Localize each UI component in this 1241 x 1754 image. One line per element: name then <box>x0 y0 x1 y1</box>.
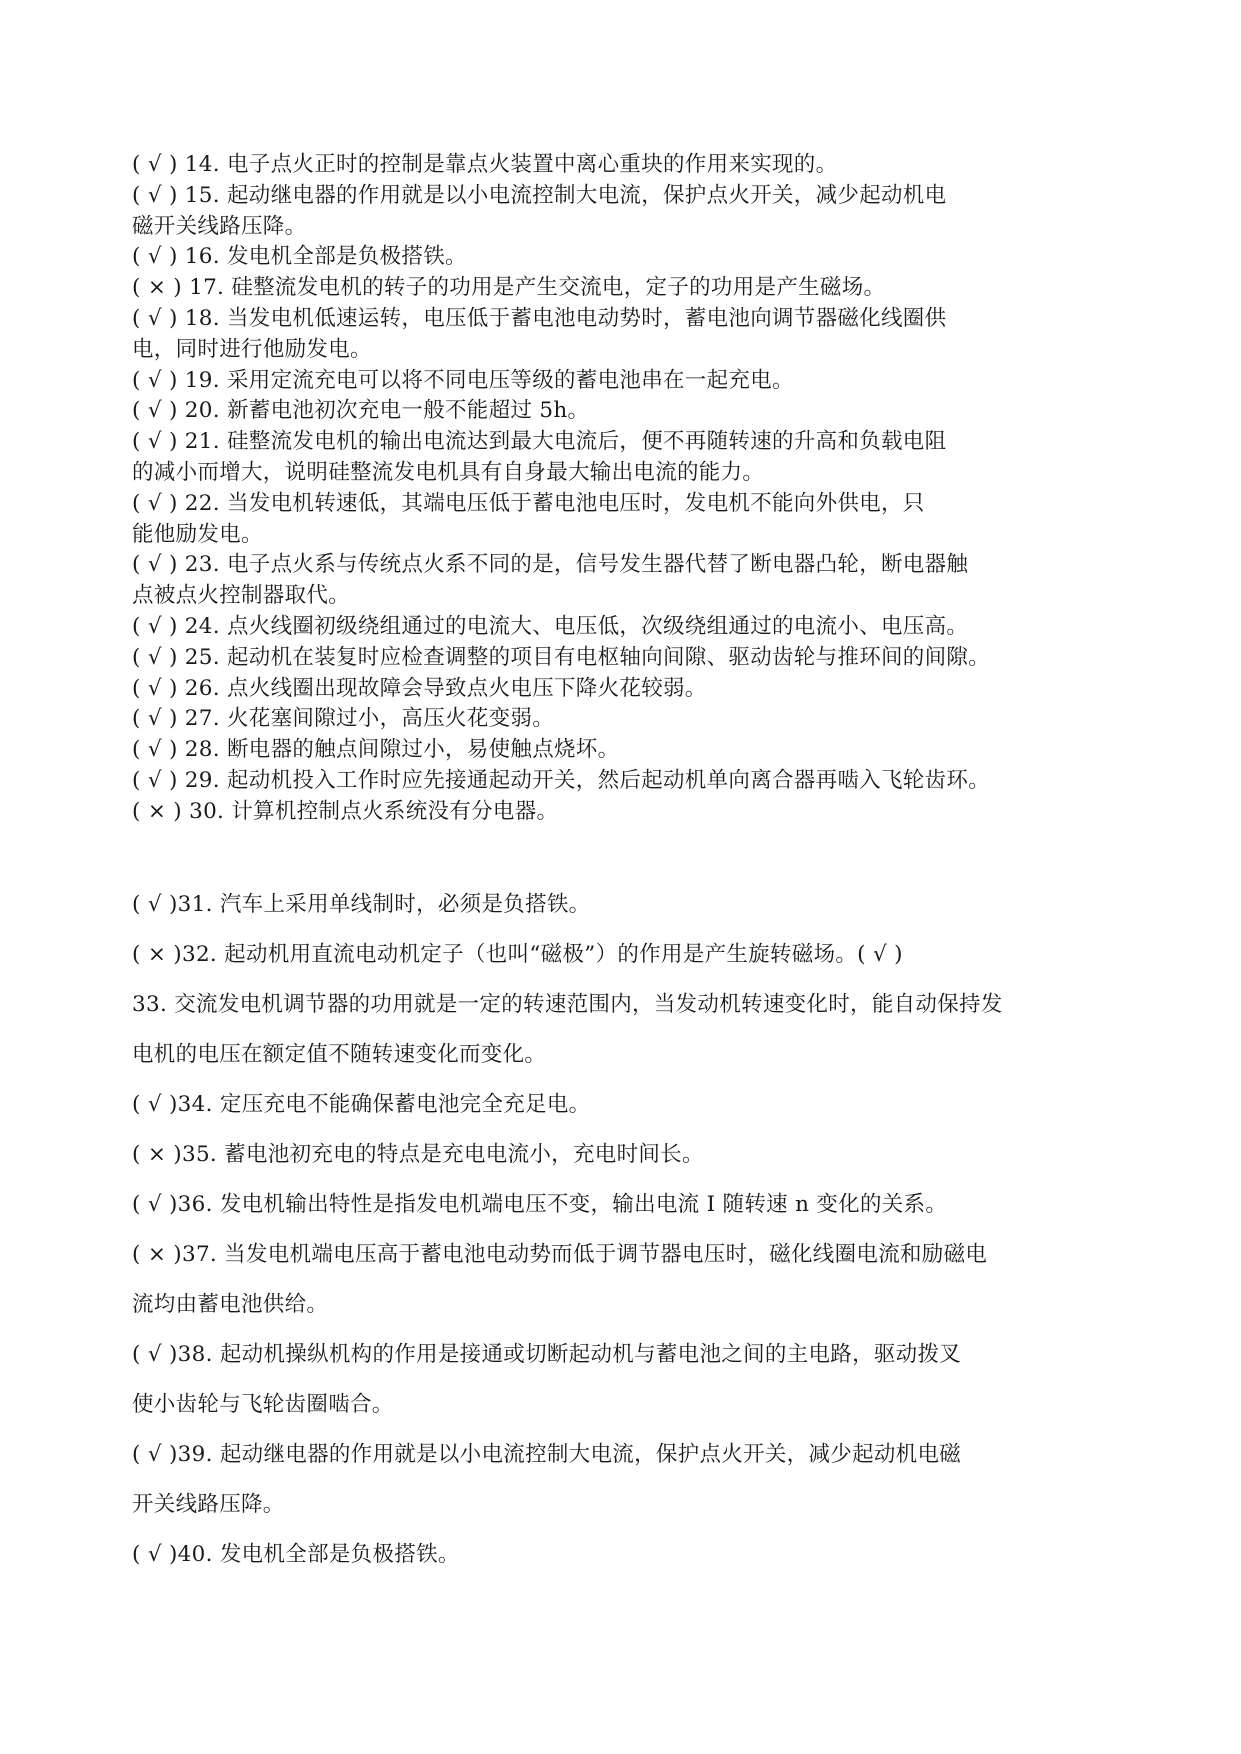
text-line: ( √ )40. 发电机全部是负极搭铁。 <box>132 1541 460 1567</box>
text-line: ( × )32. 起动机用直流电动机定子（也叫“磁极”）的作用是产生旋转磁场。( √ ) <box>132 941 903 967</box>
text-line: 33. 交流发电机调节器的功用就是一定的转速范围内，当发动机转速变化时，能自动保持发 <box>132 991 1003 1017</box>
text-line: ( √ ) 23. 电子点火系与传统点火系不同的是，信号发生器代替了断电器凸轮，断电器触 <box>132 552 969 578</box>
text-line: ( √ ) 24. 点火线圈初级绕组通过的电流大、电压低，次级绕组通过的电流小、电压高。 <box>132 613 969 639</box>
text-line: ( √ ) 20. 新蓄电池初次充电一般不能超过 5h。 <box>132 398 590 424</box>
text-line: ( √ ) 19. 采用定流充电可以将不同电压等级的蓄电池串在一起充电。 <box>132 367 794 393</box>
text-line: ( × ) 17. 硅整流发电机的转子的功用是产生交流电，定子的功用是产生磁场。 <box>132 275 886 301</box>
text-line: 开关线路压降。 <box>132 1491 285 1517</box>
text-line: ( √ ) 15. 起动继电器的作用就是以小电流控制大电流，保护点火开关，减少起动机电 <box>132 182 947 208</box>
section-questions-31-40 <box>132 880 1132 1580</box>
text-line: 电，同时进行他励发电。 <box>132 336 372 362</box>
text-line: ( √ )39. 起动继电器的作用就是以小电流控制大电流，保护点火开关，减少起动机电磁 <box>132 1441 962 1467</box>
text-line: 流均由蓄电池供给。 <box>132 1291 329 1317</box>
text-line: ( × )35. 蓄电池初充电的特点是充电电流小，充电时间长。 <box>132 1141 704 1167</box>
text-line: ( √ )36. 发电机输出特性是指发电机端电压不变，输出电流 I 随转速 n 变化的关系。 <box>132 1191 948 1217</box>
text-line: ( √ ) 29. 起动机投入工作时应先接通起动开关，然后起动机单向离合器再啮入飞轮齿环。 <box>132 767 991 793</box>
text-line: ( √ )31. 汽车上采用单线制时，必须是负搭铁。 <box>132 891 591 917</box>
text-line: ( √ ) 21. 硅整流发电机的输出电流达到最大电流后，便不再随转速的升高和负载电阻 <box>132 429 947 455</box>
text-line: 的减小而增大，说明硅整流发电机具有自身最大输出电流的能力。 <box>132 459 765 485</box>
text-line: 使小齿轮与飞轮齿圈啮合。 <box>132 1391 394 1417</box>
text-line: ( √ )38. 起动机操纵机构的作用是接通或切断起动机与蓄电池之间的主电路，驱动拨叉 <box>132 1341 962 1367</box>
section-questions-14-30 <box>132 150 1132 828</box>
section-spacer <box>132 828 1132 880</box>
text-line: ( × ) 30. 计算机控制点火系统没有分电器。 <box>132 798 559 824</box>
text-line: ( √ ) 22. 当发电机转速低，其端电压低于蓄电池电压时，发电机不能向外供电，只 <box>132 490 925 516</box>
text-line: ( √ ) 26. 点火线圈出现故障会导致点火电压下降火花较弱。 <box>132 675 707 701</box>
text-line: ( √ ) 18. 当发电机低速运转，电压低于蓄电池电动势时，蓄电池向调节器磁化线圈供 <box>132 305 947 331</box>
text-line: ( √ ) 16. 发电机全部是负极搭铁。 <box>132 244 467 270</box>
text-line: 点被点火控制器取代。 <box>132 583 351 609</box>
text-line: ( × )37. 当发电机端电压高于蓄电池电动势而低于调节器电压时，磁化线圈电流和励磁电 <box>132 1241 988 1267</box>
text-line: ( √ )34. 定压充电不能确保蓄电池完全充足电。 <box>132 1091 591 1117</box>
text-line: 能他励发电。 <box>132 521 263 547</box>
text-line: ( √ ) 28. 断电器的触点间隙过小，易使触点烧坏。 <box>132 737 620 763</box>
text-line: ( √ ) 27. 火花塞间隙过小，高压火花变弱。 <box>132 706 555 732</box>
text-line: 磁开关线路压降。 <box>132 213 307 239</box>
text-line: ( √ ) 25. 起动机在装复时应检查调整的项目有电枢轴向间隙、驱动齿轮与推环间的间隙。 <box>132 644 991 670</box>
text-line: ( √ ) 14. 电子点火正时的控制是靠点火装置中离心重块的作用来实现的。 <box>132 152 838 177</box>
text-line: 电机的电压在额定值不随转速变化而变化。 <box>132 1041 547 1067</box>
document-page <box>132 150 1132 1580</box>
